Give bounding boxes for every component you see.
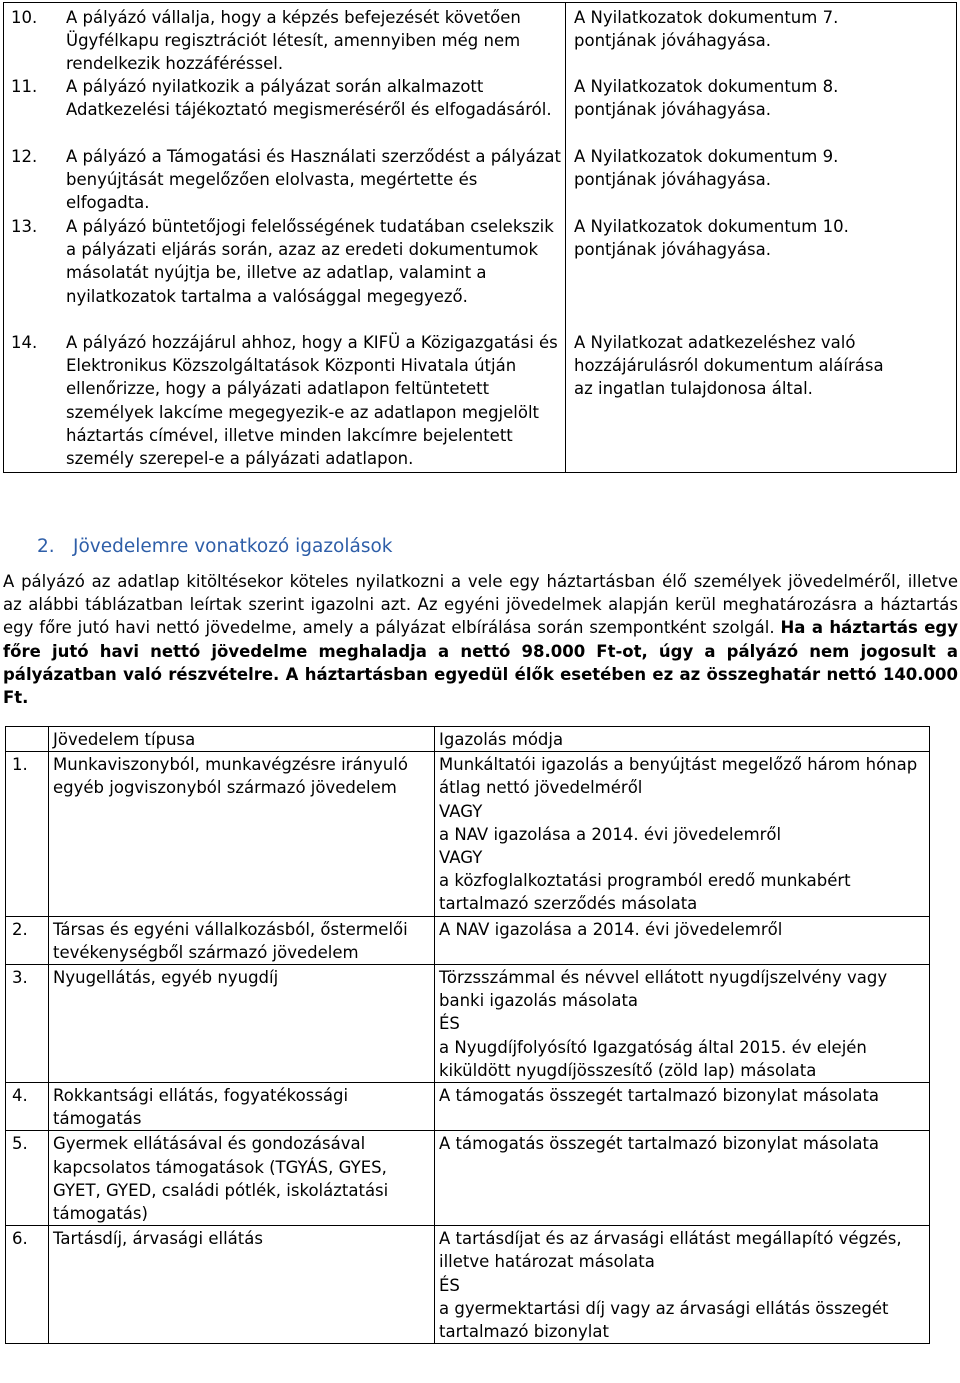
proof-cell [435, 752, 930, 916]
section-paragraph [3, 570, 958, 709]
income-table [5, 726, 930, 1344]
declaration-number: 11. [11, 77, 38, 96]
declaration-number: 13. [11, 217, 38, 236]
section-title: Jövedelemre vonatkozó igazolások [73, 536, 393, 557]
table-row [6, 1131, 930, 1226]
table-row [6, 965, 930, 1083]
section-heading [37, 535, 393, 558]
income-type: Rokkantsági ellátás, fogyatékossági támogatás [49, 1083, 435, 1131]
table-row [6, 1083, 930, 1131]
header-proof: Igazolás módja [435, 727, 930, 752]
declaration-item [11, 6, 561, 75]
proof-cell [435, 916, 930, 964]
declaration-number: 12. [11, 147, 38, 166]
approval-text: A Nyilatkozatok dokumentum 9. pontjának jóváhagyása. [574, 147, 839, 190]
proof-line: VAGY [439, 848, 483, 868]
proof-cell [435, 965, 930, 1083]
income-type: Nyugellátás, egyéb nyugdíj [49, 965, 435, 1083]
row-number: 1. [6, 752, 49, 916]
declaration-text: A pályázó nyilatkozik a pályázat során alkalmazott Adatkezelési tájékoztató megismeréséről és elfogadásáról. [66, 77, 552, 120]
declaration-text: A pályázó a Támogatási és Használati szerződést a pályázat benyújtását megelőzően elolvasta, megértette és elfogadta. [66, 147, 562, 213]
proof-line: a közfoglalkoztatási programból eredő munkabért tartalmazó szerződés másolata [439, 871, 851, 914]
row-number: 3. [6, 965, 49, 1083]
declarations-table [3, 2, 957, 473]
approval-text: A Nyilatkozatok dokumentum 10. pontjának jóváhagyása. [574, 217, 849, 260]
row-number: 5. [6, 1131, 49, 1226]
proof-cell [435, 1226, 930, 1344]
declaration-item [11, 145, 561, 215]
table-row [6, 752, 930, 916]
proof-line: A NAV igazolása a 2014. évi jövedelemről [439, 919, 783, 939]
declaration-number: 14. [11, 333, 38, 352]
income-type: Munkaviszonyból, munkavégzésre irányuló egyéb jogviszonyból származó jövedelem [49, 752, 435, 916]
proof-line: ÉS [439, 1275, 460, 1295]
proof-line: Munkáltatói igazolás a benyújtást megelőző három hónap átlag nettó jövedelméről [439, 755, 918, 798]
declaration-item [11, 331, 561, 470]
row-number: 2. [6, 916, 49, 964]
proof-cell [435, 1083, 930, 1131]
paragraph-bold-text: Ha a háztartás egy főre jutó havi nettó jövedelme meghaladja a nettó 98.000 Ft-ot, úgy a pályázó nem jogosult a pályázatban való részvételre. A háztartásban egyedül élők esetében ez az összeghatár nettó 140.000 Ft. [3, 618, 958, 708]
table-row [6, 1226, 930, 1344]
approval-text: A Nyilatkozatok dokumentum 7. pontjának jóváhagyása. [574, 8, 839, 51]
declarations-right-cell [566, 3, 957, 473]
declaration-item [11, 75, 561, 145]
approval-text: A Nyilatkozat adatkezeléshez való hozzájárulásról dokumentum aláírása az ingatlan tulajdonosa által. [574, 333, 884, 399]
header-num-cell [6, 727, 49, 752]
proof-line: A támogatás összegét tartalmazó bizonylat másolata [439, 1086, 880, 1106]
declarations-left-cell [4, 3, 566, 473]
proof-line: Törzsszámmal és névvel ellátott nyugdíjszelvény vagy banki igazolás másolata [439, 968, 888, 1011]
proof-line: ÉS [439, 1014, 460, 1034]
declaration-text: A pályázó vállalja, hogy a képzés befejezését követően Ügyfélkapu regisztrációt létesít, amennyiben még nem rendelkezik hozzáféréssel. [66, 8, 521, 74]
proof-line: a gyermektartási díj vagy az árvasági ellátás összegét tartalmazó bizonylat [439, 1298, 889, 1342]
header-type: Jövedelem típusa [49, 727, 435, 752]
proof-cell [435, 1131, 930, 1226]
proof-line: a Nyugdíjfolyósító Igazgatóság által 2015. év elején kiküldött nyugdíjösszesítő (zöld lap) másolata [439, 1037, 867, 1080]
table-row [6, 916, 930, 964]
proof-line: VAGY [439, 801, 483, 821]
income-type: Gyermek ellátásával és gondozásával kapcsolatos támogatások (TGYÁS, GYES, GYET, GYED, családi pótlék, iskoláztatási támogatás) [49, 1131, 435, 1226]
approval-text: A Nyilatkozatok dokumentum 8. pontjának jóváhagyása. [574, 77, 839, 120]
declaration-item [11, 215, 561, 331]
table-header-row [6, 727, 930, 752]
income-type: Tartásdíj, árvasági ellátás [49, 1226, 435, 1344]
declaration-text: A pályázó büntetőjogi felelősségének tudatában cselekszik a pályázati eljárás során, azaz az eredeti dokumentumok másolatát nyújtja be, illetve az adatlap, valamint a nyilatkozatok tartalma a valósággal megegyező. [66, 217, 554, 306]
declaration-text: A pályázó hozzájárul ahhoz, hogy a KIFÜ a Közigazgatási és Elektronikus Közszolgáltatások Központi Hivatala útján ellenőrizze, hogy a pályázati adatlapon feltüntetett személyek lakcíme megegyezik-e az adatlapon megjelölt háztartás címével, illetve minden lakcímre bejelentett személy szerepel-e a pályázati adatlapon. [66, 333, 558, 469]
row-number: 4. [6, 1083, 49, 1131]
proof-line: a NAV igazolása a 2014. évi jövedelemről [439, 824, 782, 844]
income-type: Társas és egyéni vállalkozásból, őstermelői tevékenységből származó jövedelem [49, 916, 435, 964]
proof-line: A tartásdíjat és az árvasági ellátást megállapító végzés, illetve határozat másolata [439, 1229, 902, 1272]
declaration-number: 10. [11, 8, 38, 27]
row-number: 6. [6, 1226, 49, 1344]
section-number: 2. [37, 536, 55, 557]
proof-line: A támogatás összegét tartalmazó bizonylat másolata [439, 1134, 880, 1154]
paragraph-text: A pályázó az adatlap kitöltésekor köteles nyilatkozni a vele egy háztartásban élő személyek jövedelméről, illetve az alábbi táblázatban leírtak szerint igazolni azt. Az egyéni jövedelmek alapján kerül meghatározásra a háztartás egy főre jutó havi nettó jövedelme, amely a pályázat elbírálása során szempontként szolgál. [3, 572, 958, 638]
